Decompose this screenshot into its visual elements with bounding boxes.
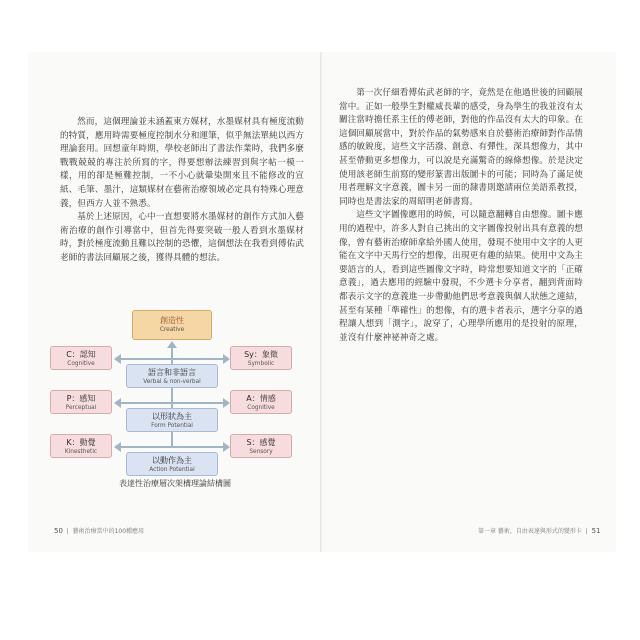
right-page-footer: 第一章 藝術，自由表達與形式的變形卡 | 51 bbox=[478, 527, 601, 535]
perceptual-box bbox=[50, 390, 112, 414]
perceptual-subtitle: Perceptual bbox=[65, 405, 97, 411]
symbolic-title: Sy：象徵 bbox=[244, 350, 278, 359]
right-page-body bbox=[339, 87, 583, 345]
up-arrow bbox=[167, 341, 177, 348]
left-page-footer: 50 | 藝術治療當中的100種應用 bbox=[54, 527, 145, 535]
diagram-caption: 表達性治療層次架構理論結構圖 bbox=[119, 479, 231, 488]
vertical-axis-line bbox=[171, 348, 173, 448]
kinesthetic-title: K：動覺 bbox=[66, 438, 96, 447]
verbal-title: 語言和非語言 bbox=[148, 368, 196, 377]
left-arrow-2 bbox=[114, 398, 121, 408]
kinesthetic-subtitle: Kinesthetic bbox=[64, 449, 98, 455]
verbal-subtitle: Verbal & non-verbal bbox=[143, 379, 201, 385]
sensory-subtitle: Sensory bbox=[249, 449, 273, 455]
creative-subtitle: Creative bbox=[159, 327, 185, 333]
left-arrow-3 bbox=[114, 442, 121, 452]
right-arrow-2 bbox=[223, 398, 230, 408]
left-paragraph-2: 基於上述原因，心中一直想要將水墨媒材的創作方式加入藝術治療的創作引導當中，但首先得要突破一般人看到水墨媒材時，對於極度流動且難以控制的恐懼，這個想法在我看到傅佑武老師的書法回顧展之後，獲得具體的想法。 bbox=[60, 212, 304, 263]
book-gutter bbox=[320, 52, 322, 552]
action-potential-box bbox=[126, 452, 218, 476]
left-paragraph-1: 然而，這個理論並未涵蓋東方媒材，水墨媒材具有極度流動的特質，應用時需要極度控制水分和運筆，似乎無法單純以西方理論套用。回想童年時期，學校老師出了書法作業時，我們多麼戰戰兢兢的專注於所寫的字，得要想辦法練習到與字帖一模一樣，用的卻是極難控制，一不小心就暈染開來且不能修改的宣紙、毛筆、墨汁，這類媒材在藝術治療領域必定具有特殊心理意義，但西方人並不熟悉。 bbox=[60, 117, 304, 209]
creative-title: 創造性 bbox=[160, 316, 184, 325]
right-arrow-1 bbox=[223, 354, 230, 364]
action-potential-subtitle: Action Potential bbox=[149, 467, 195, 473]
perceptual-title: P：感知 bbox=[66, 394, 96, 403]
connector-row-1 bbox=[120, 358, 224, 360]
sensory-box bbox=[230, 434, 292, 458]
connector-row-3 bbox=[120, 446, 224, 448]
form-potential-box bbox=[126, 408, 218, 432]
creative-box bbox=[132, 310, 212, 340]
expressive-therapies-diagram bbox=[46, 300, 296, 490]
form-potential-subtitle: Form Potential bbox=[151, 423, 193, 429]
right-page-number: 51 bbox=[591, 527, 601, 535]
cognitive-box bbox=[50, 346, 112, 370]
symbolic-box bbox=[230, 346, 292, 370]
form-potential-title: 以形狀為主 bbox=[152, 412, 192, 421]
right-paragraph-2: 這些文字圖像應用的時候，可以隨意翻轉自由想像。圖卡應用的過程中，許多人對自己挑出的文字圖像投射出具有意義的想像，曾有藝術治療師拿給外國人使用，發現不使用中文字的人更能在文字中天馬行空的想像，出現更有趣的結果。使用中文為主要語言的人，看到這些圖像文字時，時常想要知道文字的「正確意義」，過去應用的經驗中發現，不少選卡分享者，翻到背面時都表示文字的意義進一步帶動他們思考意義與個人狀態之連結，甚至有某種「準確性」的想像，有的選卡者表示，選字分享的過程讓人想到「測字」，說穿了，心理學所應用的是投射的原理，並沒有什麼神祕神奇之處。 bbox=[339, 210, 583, 343]
right-arrow-3 bbox=[223, 442, 230, 452]
left-running-title: 藝術治療當中的100種應用 bbox=[72, 528, 145, 535]
left-page-body bbox=[60, 116, 304, 266]
affective-subtitle: Cognitive bbox=[247, 405, 275, 411]
cognitive-title: C：認知 bbox=[66, 350, 96, 359]
affective-title: A：情感 bbox=[246, 394, 276, 403]
symbolic-subtitle: Symbolic bbox=[247, 361, 275, 367]
cognitive-subtitle: Cognitive bbox=[67, 361, 95, 367]
sensory-title: S：感覺 bbox=[246, 438, 276, 447]
action-potential-title: 以動作為主 bbox=[152, 456, 192, 465]
left-arrow-1 bbox=[114, 354, 121, 364]
affective-box bbox=[230, 390, 292, 414]
kinesthetic-box bbox=[50, 434, 112, 458]
left-page-number: 50 bbox=[54, 527, 63, 535]
connector-row-2 bbox=[120, 402, 224, 404]
right-running-title: 第一章 藝術，自由表達與形式的變形卡 bbox=[478, 528, 582, 535]
verbal-box bbox=[126, 364, 218, 388]
right-paragraph-1: 第一次仔細看傅佑武老師的字，竟然是在他過世後的回顧展當中。正如一般學生對權威長輩的感受，身為學生的我並沒有太關注當時擔任系主任的傅老師，對他的作品沒有太大的印象。在這個回顧展當中，對於作品的氣勢感來自於藝術治療師對作品情感的敏銳度，這些文字活潑、創意、有彈性，深具想像力，其中甚至帶動更多想像力，可以說是充滿驚奇的線條想像。於是決定使用該老師生前寫的變形篆書出版圖卡的可能；同時為了滿足使用者理解文字意義，圖卡另一面的隸書則邀請兩位美語系教授，同時也是書法家的周昭明老師書寫。 bbox=[339, 88, 583, 207]
